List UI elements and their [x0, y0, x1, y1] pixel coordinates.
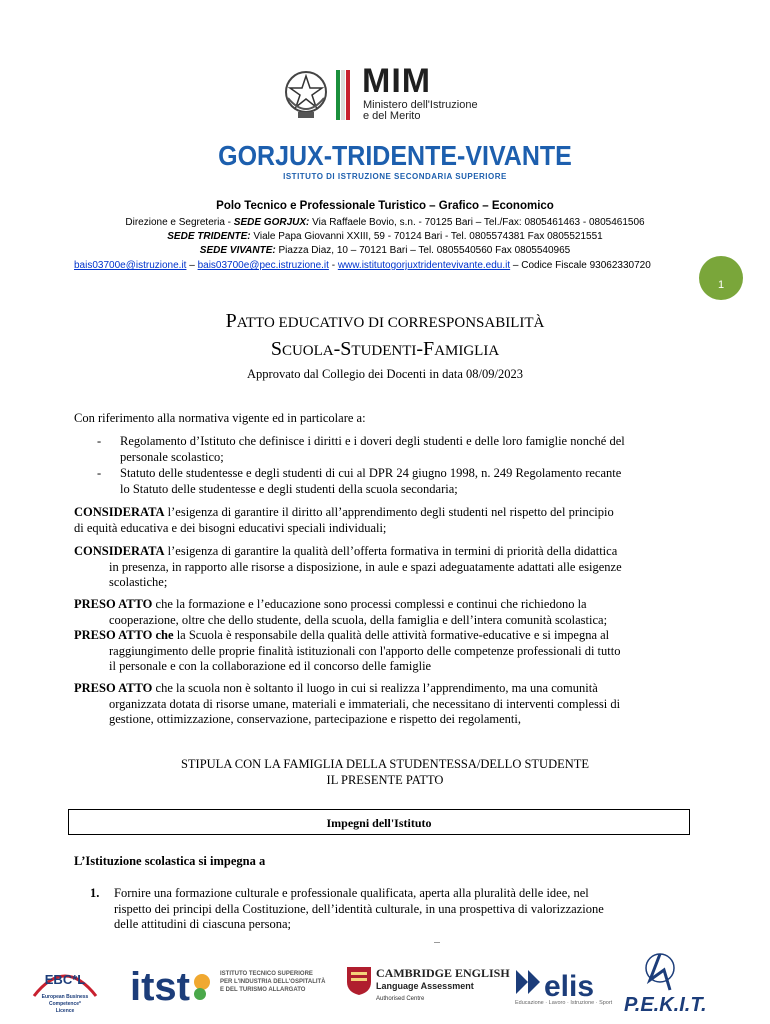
ministry-logo-subtitle-2: e del Merito: [363, 110, 421, 122]
institution-commitments-heading: L’Istituzione scolastica si impegna a: [74, 854, 266, 868]
paragraph-line: che la scuola non è soltanto il luogo in cui si realizza l’apprendimento, ma una comunità: [152, 681, 598, 695]
paragraph-keyword: CONSIDERATA: [74, 505, 165, 519]
subtitle-part: -F: [416, 338, 435, 360]
elis-logo-text: elis: [544, 970, 595, 1003]
email-link[interactable]: bais03700e@istruzione.it: [74, 260, 187, 271]
itst-line: ISTITUTO TECNICO SUPERIORE: [220, 971, 313, 977]
paragraph-keyword: PRESO ATTO: [74, 681, 153, 695]
ebcl-subtitle-3: Licence: [55, 1008, 75, 1014]
address-tridente: [0, 230, 770, 243]
ebcl-title: EBC*L: [44, 972, 86, 987]
website-link[interactable]: www.istitutogorjuxtridentevivante.edu.it: [337, 260, 511, 271]
list-item: [97, 466, 697, 497]
paragraph-keyword: PRESO ATTO che: [74, 628, 174, 642]
school-name: GORJUX-TRIDENTE-VIVANTE: [218, 140, 572, 172]
approval-note: Approvato dal Collegio dei Docenti in data 08/09/2023: [247, 367, 523, 381]
ebcl-subtitle-2: Competence*: [49, 1001, 81, 1007]
page-number-badge: 1: [699, 256, 743, 300]
paragraph-line: che la formazione e l’educazione sono processi complessi e continui che richiedono la: [152, 597, 587, 611]
school-subtitle: ISTITUTO DI ISTRUZIONE SECONDARIA SUPERIORE: [283, 172, 507, 181]
address-text: Viale Papa Giovanni XXIII, 59 - 70124 Bari - Tel. 0805574381 Fax 0805521551: [250, 231, 603, 242]
list-item-line: Regolamento d’Istituto che definisce i diritti e i doveri degli studenti e delle loro famiglie nonché del: [120, 434, 625, 448]
italian-flag-icon: [336, 70, 350, 120]
paragraph-preso-atto-1: [74, 597, 697, 628]
paragraph-line: l’esigenza di garantire la qualità dell’offerta formativa in termini di priorità della didattica: [164, 544, 618, 558]
section-title: Impegni dell'Istituto: [326, 816, 432, 830]
subtitle-part: TUDENTI: [351, 343, 417, 359]
subtitle-part: CUOLA: [281, 343, 334, 359]
paragraph-line: di equità educativa e dei bisogni educativi speciali individuali;: [74, 520, 387, 535]
subtitle-part: AMIGLIA: [434, 343, 500, 359]
address-gorjux: [0, 216, 770, 229]
paragraph-line: organizzata dotata di risorse umane, materiali e immateriali, che necessitano di interventi complessi di: [109, 696, 621, 711]
stipula-heading: STIPULA CON LA FAMIGLIA DELLA STUDENTESSA/DELLO STUDENTE: [180, 757, 590, 771]
pekit-text: P.E.K.I.T.: [624, 994, 707, 1016]
paragraph-considerata-2: [74, 544, 697, 591]
paragraph-considerata-1: [74, 505, 697, 536]
separator: –: [186, 260, 198, 271]
title-initial: P: [225, 310, 237, 332]
cambridge-subtitle: Language Assessment: [376, 981, 474, 991]
paragraph-keyword: CONSIDERATA: [74, 544, 165, 558]
title-rest: ATTO EDUCATIVO DI CORRESPONSABILITÀ: [236, 315, 545, 331]
itst-line: E DEL TURISMO ALLARGATO: [220, 987, 306, 993]
address-label: SEDE VIVANTE:: [199, 245, 276, 256]
itst-description: [220, 970, 326, 994]
paragraph-line: scolastiche;: [109, 575, 168, 589]
list-item-line: Fornire una formazione culturale e professionale qualificata, aperta alla pluralità delle idee, nel: [114, 886, 589, 900]
elis-subtitle: Educazione · Lavoro · Istruzione · Sport: [515, 1000, 613, 1006]
list-item-line: rispetto dei principi della Costituzione, dell’identità culturale, in una prospettiva di valorizzazione: [114, 901, 604, 916]
elis-logo: [514, 964, 614, 1014]
italian-republic-emblem-icon: [282, 68, 330, 122]
numbered-list-item: [74, 886, 697, 933]
dash-bullet: -: [97, 434, 102, 448]
paragraph-line: in presenza, in rapporto alle risorse a disposizione, in aule e spazi adeguatamente adattati alle esigenze: [109, 559, 622, 574]
intro-text: Con riferimento alla normativa vigente ed in particolare a:: [74, 411, 366, 425]
cambridge-title: CAMBRIDGE ENGLISH: [376, 966, 510, 980]
fiscal-code: – Codice Fiscale 93062330720: [510, 260, 651, 271]
school-logo: [214, 142, 576, 181]
ministry-logo-title: MIM: [362, 62, 432, 100]
paragraph-preso-atto-3: [74, 681, 697, 728]
document-subtitle: [0, 336, 770, 364]
subtitle-part: -S: [333, 338, 352, 360]
paragraph-line: gestione, ottimizzazione, conservazione, partecipazione e rispetto dei regolamenti,: [109, 712, 521, 726]
list-number: 1.: [90, 886, 100, 900]
address-text: Via Raffaele Bovio, s.n. - 70125 Bari – Tel./Fax: 0805461463 - 0805461506: [309, 217, 645, 228]
address-prefix: Direzione e Segreteria -: [125, 217, 234, 228]
list-item-line: personale scolastico;: [120, 449, 224, 464]
paragraph-line: l’esigenza di garantire il diritto all’apprendimento degli studenti nel rispetto del principio: [164, 505, 614, 519]
cambridge-shield-icon: [346, 966, 372, 996]
ebcl-subtitle: European Business: [41, 994, 89, 1000]
contacts-line: [74, 259, 651, 272]
itst-logo-text: itst: [130, 965, 190, 1009]
paragraph-line: la Scuola è responsabile della qualità delle attività formative-educative e si impegna al: [173, 628, 610, 642]
cambridge-authorised: Authorised Centre: [376, 996, 425, 1002]
pec-email-link[interactable]: bais03700e@pec.istruzione.it: [197, 260, 329, 271]
address-text: Piazza Diaz, 10 – 70121 Bari – Tel. 0805540560 Fax 0805540965: [275, 245, 571, 256]
paragraph-line: raggiungimento delle proprie finalità istituzionali con l'apporto delle competenze professionali di tutto: [109, 643, 621, 658]
paragraph-line: il personale e con la collaborazione ed il concorso delle famiglie: [109, 659, 432, 673]
paragraph-preso-atto-2: [74, 628, 697, 675]
document-title: [0, 308, 770, 336]
list-item: [97, 434, 697, 465]
list-item-line: lo Statuto delle studentesse e degli studenti della scuola secondaria;: [120, 481, 458, 496]
ebcl-logo: [26, 956, 104, 1018]
list-item-line: delle attitudini di ciascuna persona;: [114, 917, 292, 931]
address-label: SEDE TRIDENTE:: [167, 231, 251, 242]
subtitle-initial: S: [270, 338, 282, 360]
separator: -: [328, 260, 338, 271]
polo-heading: Polo Tecnico e Professionale Turistico – Grafico – Economico: [216, 200, 554, 212]
footer-divider: [434, 942, 440, 943]
dash-bullet: -: [97, 466, 102, 480]
address-label: SEDE GORJUX:: [233, 217, 310, 228]
itst-logo: [130, 960, 214, 1010]
ministry-logo-subtitle: Ministero dell'Istruzione: [363, 99, 478, 111]
stipula-heading-2: IL PRESENTE PATTO: [326, 773, 444, 787]
list-item-line: Statuto delle studentesse e degli studenti di cui al DPR 24 giugno 1998, n. 249 Regolamento recante: [120, 466, 622, 480]
paragraph-line: cooperazione, oltre che dello studente, della scuola, della famiglia e dell’intera comunità scolastica;: [109, 612, 608, 627]
address-vivante: [0, 244, 770, 257]
itst-line: PER L'INDUSTRIA DELL'OSPITALITÀ: [220, 979, 326, 985]
paragraph-keyword: PRESO ATTO: [74, 597, 153, 611]
